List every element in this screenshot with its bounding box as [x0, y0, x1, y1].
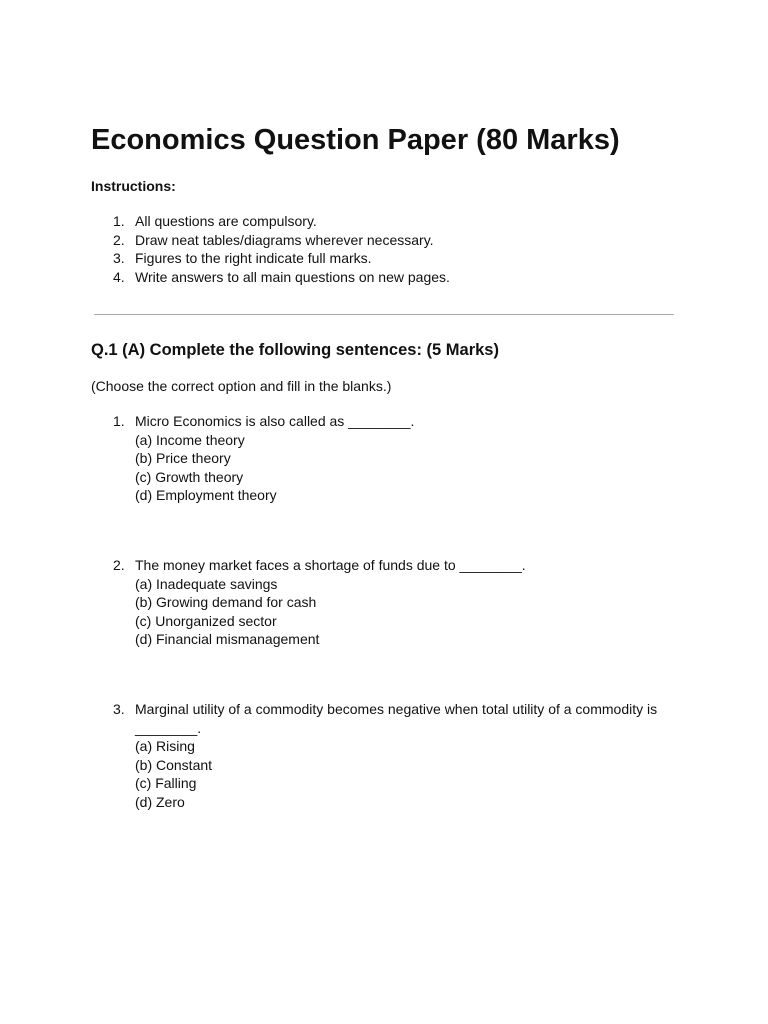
option-item: (c) Falling: [135, 775, 197, 792]
option-item: (b) Price theory: [135, 450, 231, 467]
question-text: The money market faces a shortage of funds due to ________.: [135, 557, 526, 573]
list-number: 2.: [113, 557, 125, 573]
instructions-heading: Instructions:: [91, 178, 176, 194]
instruction-item: [91, 249, 691, 268]
question-body: [91, 700, 671, 812]
question-item: [91, 556, 671, 649]
list-number: 3.: [113, 701, 125, 717]
question-text: Micro Economics is also called as ________.: [135, 413, 415, 429]
horizontal-divider: [94, 314, 674, 315]
option-item: (d) Employment theory: [135, 487, 277, 504]
list-number: 3.: [113, 250, 125, 267]
instruction-item: [91, 212, 691, 231]
options-list: [135, 575, 671, 649]
section-heading: Q.1 (A) Complete the following sentences: (5 Marks): [91, 341, 499, 359]
list-number: 4.: [113, 268, 125, 285]
page-title: Economics Question Paper (80 Marks): [91, 124, 620, 156]
instruction-text: Write answers to all main questions on new pages.: [135, 268, 450, 285]
instruction-text: Figures to the right indicate full marks.: [135, 250, 372, 267]
option-item: (a) Inadequate savings: [135, 575, 278, 592]
option-item: (b) Growing demand for cash: [135, 594, 317, 611]
instruction-item: [91, 231, 691, 250]
option-item: (a) Rising: [135, 738, 195, 755]
options-list: [135, 431, 671, 505]
list-number: 1.: [113, 213, 125, 229]
list-number: 2.: [113, 231, 125, 248]
option-item: (b) Constant: [135, 756, 213, 773]
instruction-item: [91, 268, 691, 287]
option-item: (a) Income theory: [135, 431, 245, 448]
option-item: (d) Zero: [135, 793, 185, 810]
option-item: (c) Growth theory: [135, 468, 244, 485]
question-body: [91, 556, 671, 649]
question-item: [91, 700, 671, 812]
option-item: (d) Financial mismanagement: [135, 631, 320, 648]
options-list: [135, 737, 671, 811]
question-text: Marginal utility of a commodity becomes negative when total utility of a commodity is ________.: [135, 701, 658, 736]
question-body: [91, 412, 671, 505]
option-item: (c) Unorganized sector: [135, 612, 277, 629]
list-number: 1.: [113, 413, 125, 429]
instruction-text: All questions are compulsory.: [135, 213, 317, 229]
question-item: [91, 412, 671, 505]
instructions-list: [91, 212, 691, 286]
instruction-text: Draw neat tables/diagrams wherever necessary.: [135, 231, 434, 248]
section-note: (Choose the correct option and fill in the blanks.): [91, 378, 392, 394]
